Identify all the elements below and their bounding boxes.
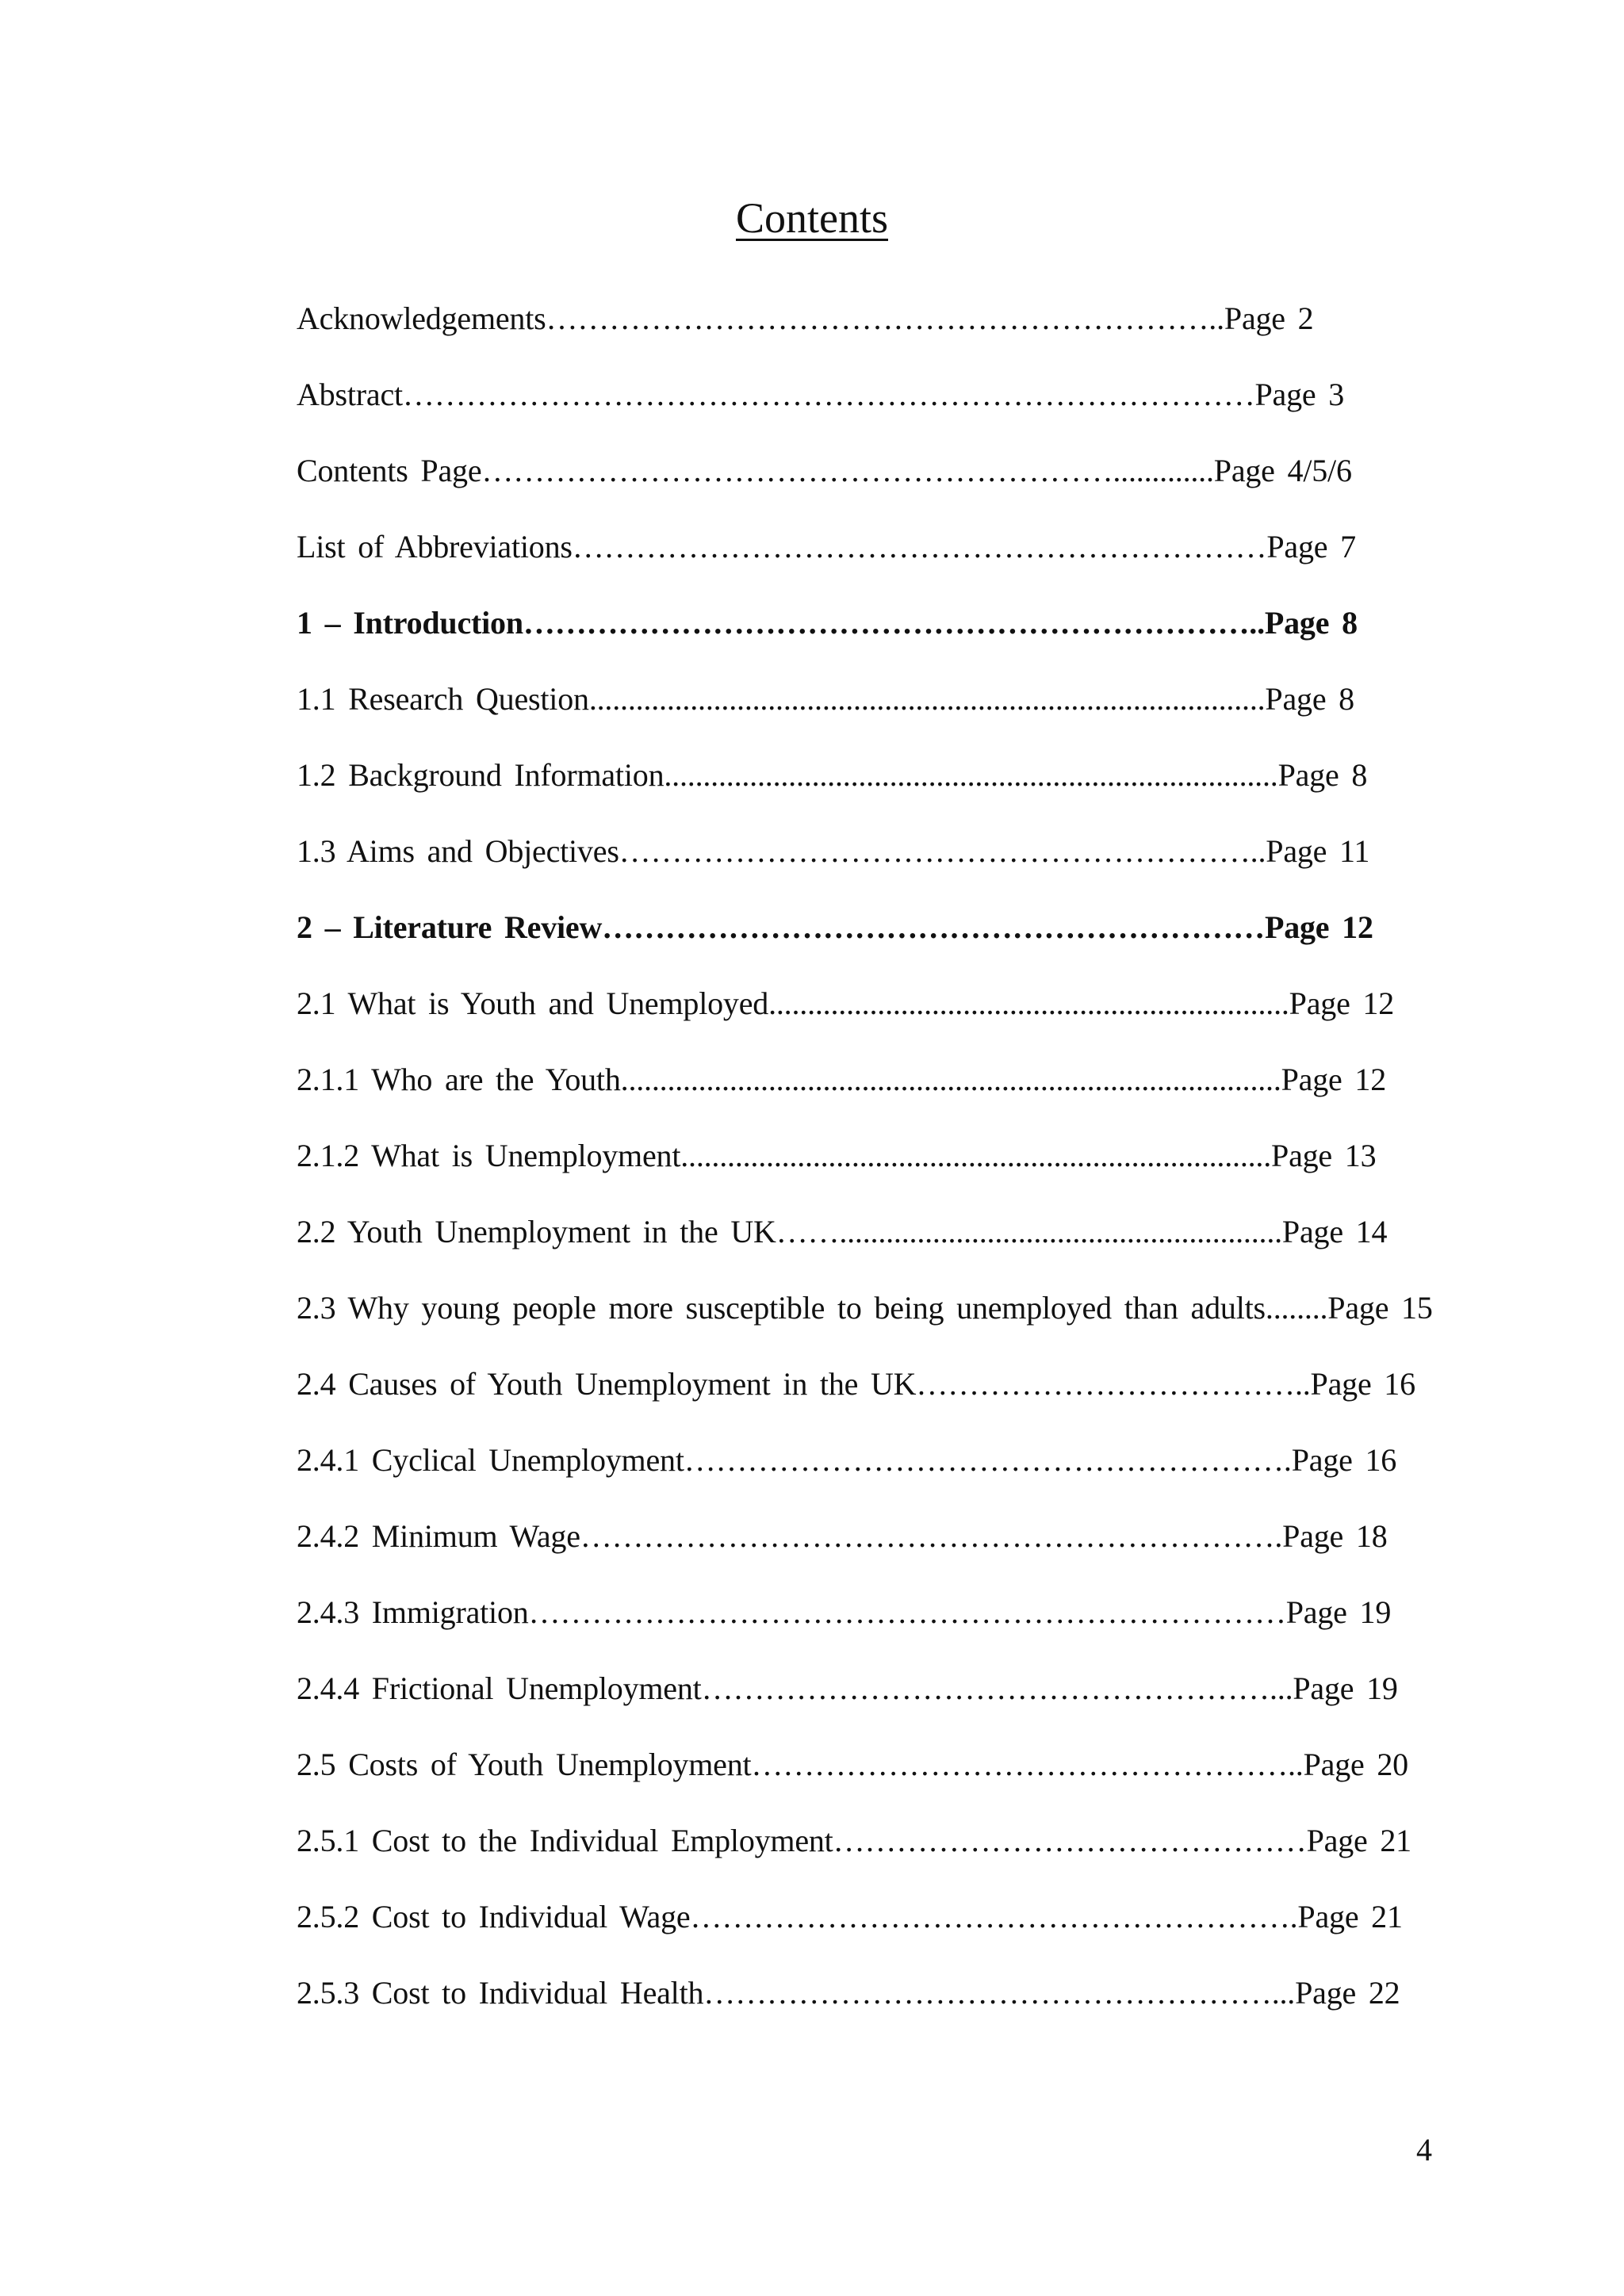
toc-entry-background-information: 1.2 Background Information...............................................................................Page 8 [297,757,1368,793]
toc-entry-introduction: 1 – Introduction……………………………………………………………..Page 8 [297,605,1358,641]
table-of-contents [297,295,1454,2045]
page-title: Contents [735,194,888,242]
toc-entry-cyclical-unemployment: 2.4.1 Cyclical Unemployment………………………………………………….Page 16 [297,1442,1397,1478]
toc-entry-susceptibility: 2.3 Why young people more susceptible to being unemployed than adults........Page 15 [297,1290,1433,1326]
page-number: 4 [1416,2132,1432,2168]
toc-entry-who-are-the-youth: 2.1.1 Who are the Youth.....................................................................................Page 12 [297,1062,1386,1097]
toc-entry-research-question: 1.1 Research Question.......................................................................................Page 8 [297,681,1354,717]
toc-entry-immigration: 2.4.3 Immigration………………………………………………………………Page 19 [297,1594,1392,1630]
toc-entry-contents-page: Contents Page…………………………………………………….............Page 4/5/6 [297,453,1352,488]
toc-entry-list-of-abbreviations: List of Abbreviations…………………………………………………………Page 7 [297,529,1356,564]
toc-entry-aims-and-objectives: 1.3 Aims and Objectives……………………………………………………..Page 11 [297,833,1370,869]
toc-entry-causes: 2.4 Causes of Youth Unemployment in the UK………………………………..Page 16 [297,1366,1415,1402]
toc-entry-youth-unemployment-uk: 2.2 Youth Unemployment in the UK…….........................................................Page 14 [297,1214,1388,1249]
toc-entry-youth-and-unemployed: 2.1 What is Youth and Unemployed...................................................................Page 12 [297,985,1395,1021]
toc-entry-costs: 2.5 Costs of Youth Unemployment……………………………………………..Page 20 [297,1747,1408,1782]
toc-entry-cost-employment: 2.5.1 Cost to the Individual Employment………………………………………Page 21 [297,1823,1411,1858]
toc-entry-abstract: Abstract………………………………………………………………………Page 3 [297,377,1345,412]
toc-entry-what-is-unemployment: 2.1.2 What is Unemployment............................................................................Page 13 [297,1138,1377,1173]
toc-entry-frictional-unemployment: 2.4.4 Frictional Unemployment………………………………………………...Page 19 [297,1670,1398,1706]
toc-entry-cost-wage: 2.5.2 Cost to Individual Wage………………………………………………….Page 21 [297,1899,1403,1934]
toc-entry-cost-health: 2.5.3 Cost to Individual Health………………………………………………...Page 22 [297,1975,1400,2011]
toc-entry-literature-review: 2 – Literature Review………………………………………………………Page 12 [297,909,1373,945]
toc-entry-minimum-wage: 2.4.2 Minimum Wage………………………………………………………….Page 18 [297,1518,1388,1554]
toc-entry-acknowledgements: Acknowledgements………………………………………………………..Page 2 [297,300,1314,336]
